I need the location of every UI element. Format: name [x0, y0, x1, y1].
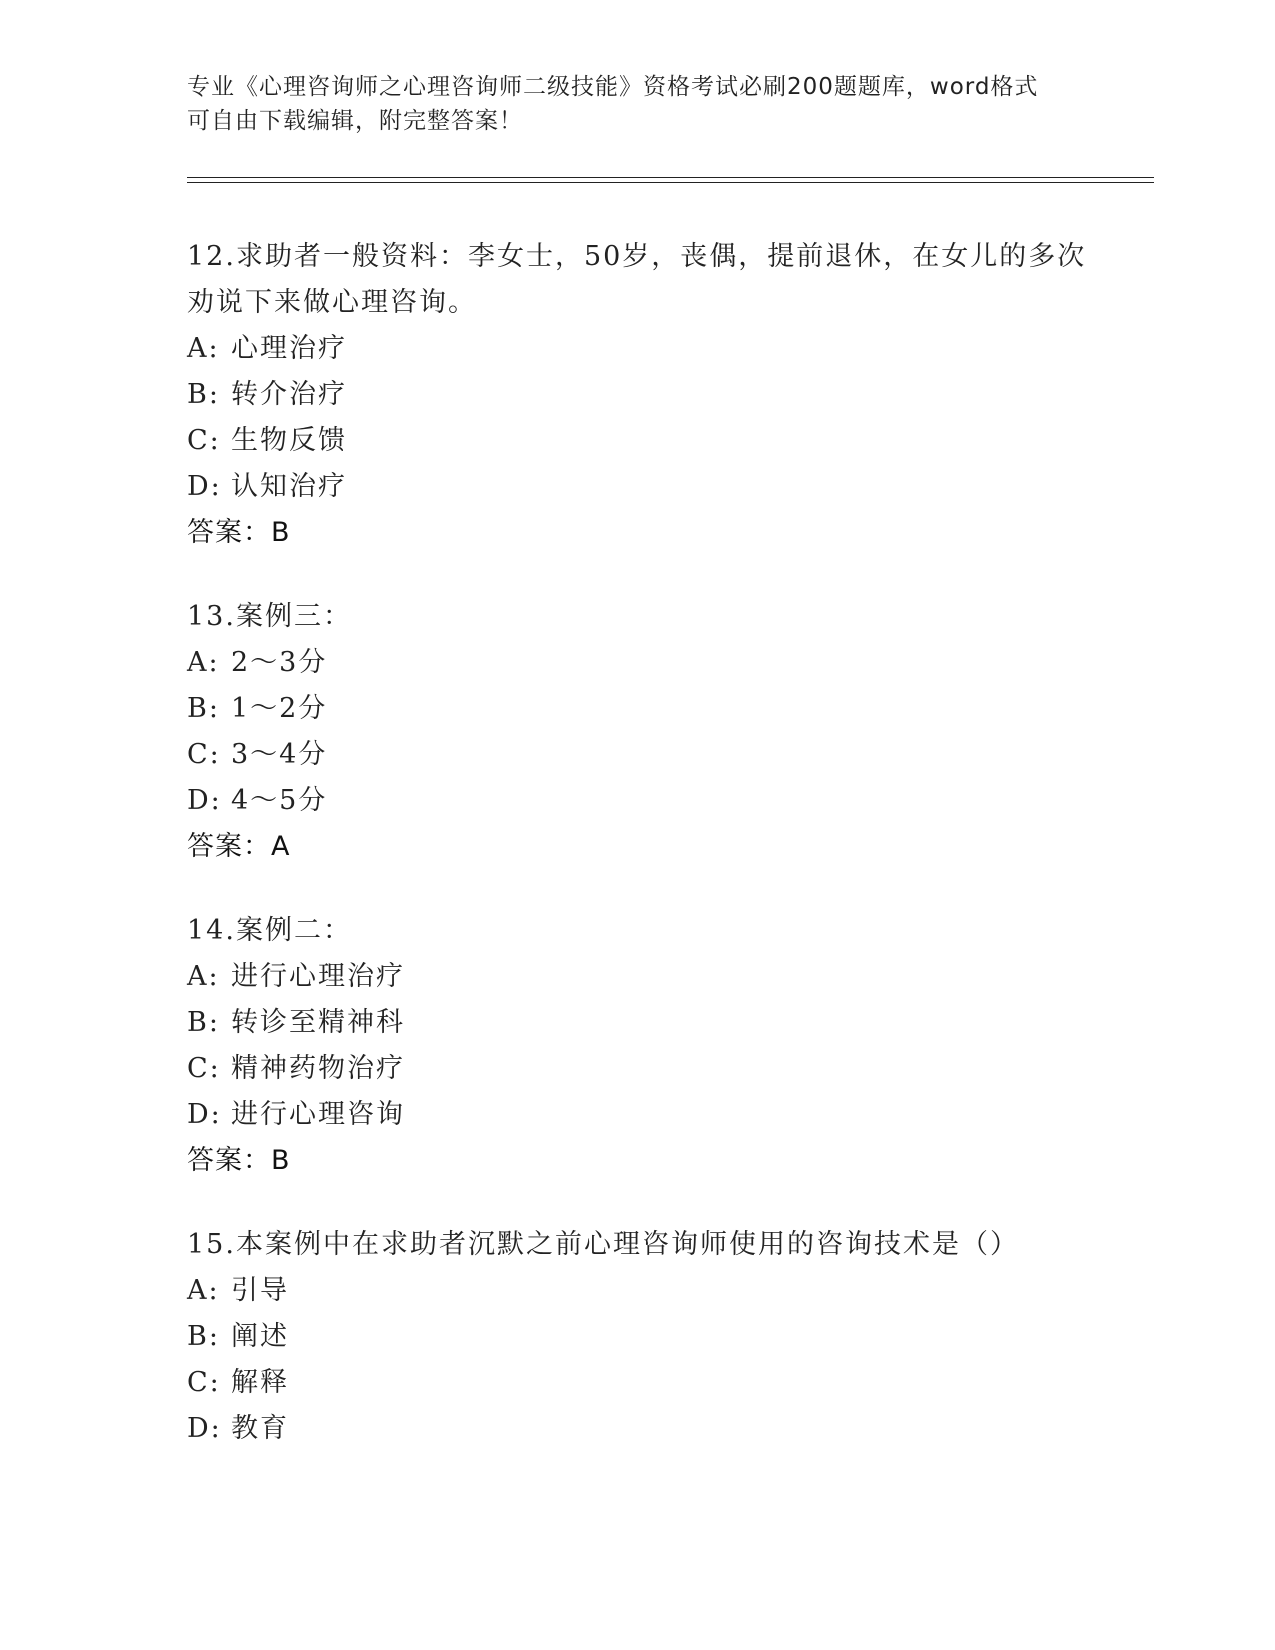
option-key: A: [187, 333, 220, 364]
question-list [187, 234, 1087, 1490]
question-body: 求助者一般资料：李女士，50岁，丧偶，提前退休，在女儿的多次劝说下来做心理咨询。 [187, 241, 1087, 318]
option-b [187, 1314, 1087, 1360]
answer-line: 答案：B [187, 517, 291, 548]
option-key: A: [187, 1275, 220, 1306]
option-key: B: [187, 379, 220, 410]
option-text: 2～3分 [231, 647, 328, 678]
option-key: D: [187, 1413, 222, 1444]
question-body: 本案例中在求助者沉默之前心理咨询师使用的咨询技术是（） [235, 1229, 1019, 1260]
option-key: B: [187, 693, 220, 724]
option-text: 进行心理治疗 [231, 961, 405, 992]
option-key: C: [187, 1053, 221, 1084]
option-d [187, 778, 1087, 824]
question-15 [187, 1222, 1087, 1452]
answer-line: 答案：B [187, 1145, 291, 1176]
question-number: 13. [187, 601, 236, 632]
option-text: 心理治疗 [231, 333, 347, 364]
option-c [187, 1046, 1087, 1092]
option-text: 4～5分 [231, 785, 328, 816]
option-text: 认知治疗 [231, 471, 347, 502]
option-c [187, 732, 1087, 778]
option-c [187, 418, 1087, 464]
option-a [187, 326, 1087, 372]
option-text: 引导 [231, 1275, 289, 1306]
question-14 [187, 908, 1087, 1184]
option-text: 转介治疗 [231, 379, 347, 410]
option-key: D: [187, 785, 222, 816]
option-key: C: [187, 739, 221, 770]
question-13 [187, 594, 1087, 870]
option-key: B: [187, 1321, 220, 1352]
option-key: C: [187, 1367, 221, 1398]
question-text [187, 594, 1087, 640]
question-number: 14. [187, 915, 236, 946]
option-text: 3～4分 [231, 739, 328, 770]
option-b [187, 372, 1087, 418]
question-number: 15. [187, 1229, 236, 1260]
question-body: 案例二： [235, 915, 352, 946]
option-text: 解释 [231, 1367, 289, 1398]
answer-line: 答案：A [187, 831, 291, 862]
option-text: 精神药物治疗 [231, 1053, 405, 1084]
option-c [187, 1360, 1087, 1406]
header-divider-top [187, 177, 1154, 178]
option-text: 生物反馈 [231, 425, 347, 456]
question-text [187, 1222, 1087, 1268]
option-d [187, 464, 1087, 510]
option-a [187, 1268, 1087, 1314]
option-text: 阐述 [231, 1321, 289, 1352]
question-text [187, 908, 1087, 954]
question-body: 案例三： [235, 601, 352, 632]
option-d [187, 1092, 1087, 1138]
option-a [187, 640, 1087, 686]
option-key: D: [187, 1099, 222, 1130]
header-line-1: 专业《心理咨询师之心理咨询师二级技能》资格考试必刷200题题库，word格式 [187, 74, 1039, 100]
question-text [187, 234, 1087, 326]
option-b [187, 686, 1087, 732]
option-b [187, 1000, 1087, 1046]
option-text: 进行心理咨询 [231, 1099, 405, 1130]
option-text: 1～2分 [231, 693, 328, 724]
option-text: 教育 [231, 1413, 289, 1444]
option-key: D: [187, 471, 222, 502]
document-header [187, 70, 1067, 138]
header-line-2: 可自由下载编辑，附完整答案！ [187, 108, 523, 134]
option-key: A: [187, 647, 220, 678]
option-key: A: [187, 961, 220, 992]
option-d [187, 1406, 1087, 1452]
option-key: B: [187, 1007, 220, 1038]
option-text: 转诊至精神科 [231, 1007, 405, 1038]
option-a [187, 954, 1087, 1000]
header-divider-bottom [187, 182, 1154, 183]
question-12 [187, 234, 1087, 556]
question-number: 12. [187, 241, 236, 272]
option-key: C: [187, 425, 221, 456]
